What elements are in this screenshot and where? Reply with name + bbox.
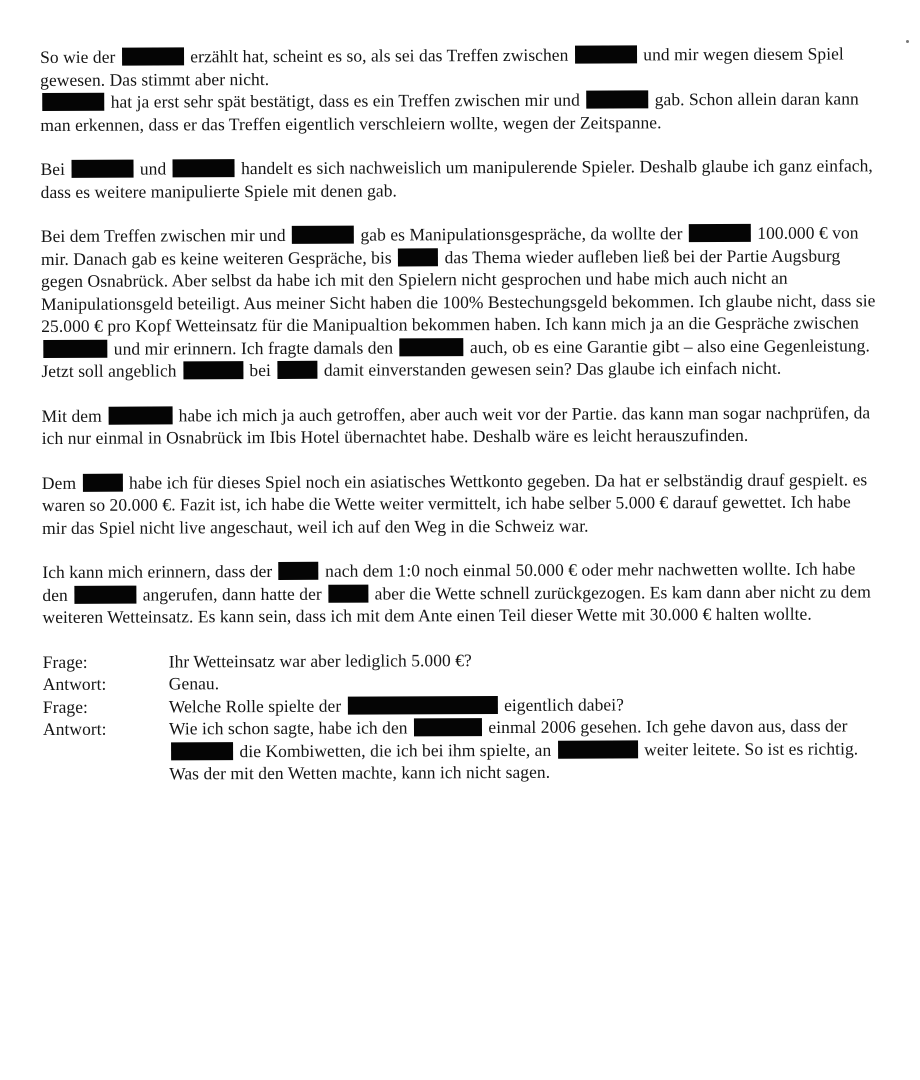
text-fragment: Bei dem Treffen zwischen mir und xyxy=(40,224,291,246)
text-fragment: bei xyxy=(244,359,276,381)
redaction-bar xyxy=(108,406,172,424)
scan-speck xyxy=(906,40,909,43)
redaction-bar xyxy=(400,338,464,356)
text-fragment: damit einverstanden gewesen sein? Das glaube ich einfach nicht. xyxy=(319,357,782,380)
redaction-bar xyxy=(171,742,233,760)
redaction-bar xyxy=(348,696,498,715)
text-fragment: gab es Manipulationsgespräche, da wollte der xyxy=(356,223,687,245)
text-fragment: So wie der xyxy=(40,46,120,67)
redaction-bar xyxy=(575,45,637,63)
text-fragment: angerufen, dann hatte der xyxy=(138,583,327,605)
text-fragment: nach dem 1:0 noch einmal 50.000 € oder mehr nachwetten wollte. Ich habe den xyxy=(42,558,856,605)
redaction-bar xyxy=(173,159,235,177)
interview-row xyxy=(43,714,878,785)
redaction-bar xyxy=(689,224,751,242)
text-fragment: gab. Schon allein daran kann man erkennen, dass er das Treffen eigentlich verschleiern wollte, wegen der Zeitspanne. xyxy=(40,88,859,135)
statement-body xyxy=(40,42,878,628)
statement-paragraph xyxy=(42,557,877,628)
interview-label: Frage: xyxy=(42,696,88,717)
text-fragment: weiter leitete. So ist es richtig. Was der mit den Wetten machte, kann ich nicht sagen. xyxy=(169,737,859,784)
text-fragment: auch, ob es eine Garantie gibt – also eine Gegenleistung. Jetzt soll angeblich xyxy=(41,334,870,381)
text-fragment: Wie ich schon sagte, habe ich den xyxy=(168,717,413,739)
statement-paragraph xyxy=(40,154,875,203)
text-fragment: handelt es sich nachweislich um manipulerende Spieler. Deshalb glaube ich ganz einfach, dass es weitere manipulierte Spiele mit denen gab. xyxy=(40,155,873,202)
text-fragment: habe ich für dieses Spiel noch ein asiatisches Wettkonto gegeben. Da hat er selbständig drauf gespielt. es waren so 20.000 €. Fazit ist, ich habe die Wette weiter vermittelt, ich habe selber 5.000 € darauf gewettet. Ich habe mir das Spiel nicht live angeschaut, weil ich auf den Weg in die Schweiz war. xyxy=(41,468,868,538)
redaction-bar xyxy=(183,361,243,379)
interview-label: Antwort: xyxy=(42,673,107,694)
text-fragment: Ich kann mich erinnern, dass der xyxy=(42,560,277,582)
document-page xyxy=(40,42,878,785)
redaction-bar xyxy=(328,584,368,602)
redaction-bar xyxy=(558,740,638,758)
text-fragment: Ihr Wetteinsatz war aber lediglich 5.000 €? xyxy=(168,649,472,671)
redaction-bar xyxy=(398,248,438,266)
text-fragment: Dem xyxy=(41,472,81,493)
text-fragment: und mir erinnern. Ich fragte damals den xyxy=(109,336,398,359)
text-fragment: und mir wegen diesem Spiel gewesen. Das stimmt aber nicht. xyxy=(40,43,844,90)
interview-label: Frage: xyxy=(42,651,88,672)
interview-label: Antwort: xyxy=(42,718,107,739)
text-fragment: Welche Rolle spielte der xyxy=(168,695,346,716)
text-fragment: das Thema wieder aufleben ließ bei der Partie Augsburg gegen Osnabrück. Aber selbst da habe ich mit den Spielern nicht gesprochen und habe mich auch nicht an Manipulationsgeld beteiligt. Aus meiner Sicht haben die 100% Bestechungsgeld bekommen. Ich glaube nicht, dass sie 25.000 € pro Kopf Wetteinsatz für die Manipualtion bekommen haben. Ich kann mich ja an die Gespräche zwischen xyxy=(40,245,876,336)
redaction-bar xyxy=(292,226,354,244)
text-fragment: aber die Wette schnell zurückgezogen. Es kam dann aber nicht zu dem weiteren Wetteinsatz. Es kann sein, dass ich mit dem Ante einen Teil dieser Wette mit 30.000 € halten wollte. xyxy=(42,580,871,627)
interview-text xyxy=(169,647,878,673)
text-fragment: die Kombiwetten, die ich bei ihm spielte, an xyxy=(235,739,556,761)
redaction-bar xyxy=(277,361,317,379)
redaction-bar xyxy=(122,47,184,65)
statement-paragraph xyxy=(42,468,877,539)
redaction-bar xyxy=(71,160,133,178)
redaction-bar xyxy=(43,339,107,357)
statement-paragraph xyxy=(42,401,877,450)
text-fragment: einmal 2006 gesehen. Ich gehe davon aus, dass der xyxy=(483,715,848,738)
text-fragment: Genau. xyxy=(168,673,220,694)
text-fragment: Mit dem xyxy=(41,405,107,426)
interview-text xyxy=(169,669,878,695)
interview-section xyxy=(43,647,879,786)
statement-paragraph xyxy=(40,42,875,136)
text-fragment: erzählt hat, scheint es so, als sei das Treffen zwischen xyxy=(185,44,573,67)
redaction-bar xyxy=(42,93,104,111)
text-fragment: eigentlich dabei? xyxy=(499,693,624,715)
redaction-bar xyxy=(586,90,648,108)
text-fragment: 100.000 € von mir. Danach gab es keine weiteren Gespräche, bis xyxy=(40,222,859,269)
statement-paragraph xyxy=(41,221,877,382)
text-fragment: und xyxy=(135,158,171,179)
redaction-bar xyxy=(279,562,319,580)
text-fragment: Bei xyxy=(40,158,70,179)
redaction-bar xyxy=(414,718,482,736)
interview-text xyxy=(169,714,878,785)
text-fragment: hat ja erst sehr spät bestätigt, dass es ein Treffen zwischen mir und xyxy=(106,89,585,112)
text-fragment: habe ich mich ja auch getroffen, aber auch weit vor der Partie. das kann man sogar nachprüfen, da ich nur einmal in Osnabrück im Ibis Hotel übernachtet habe. Deshalb wäre es leicht herauszufinden. xyxy=(41,401,871,448)
interview-text xyxy=(169,692,878,718)
redaction-bar xyxy=(82,473,122,491)
redaction-bar xyxy=(74,585,136,603)
